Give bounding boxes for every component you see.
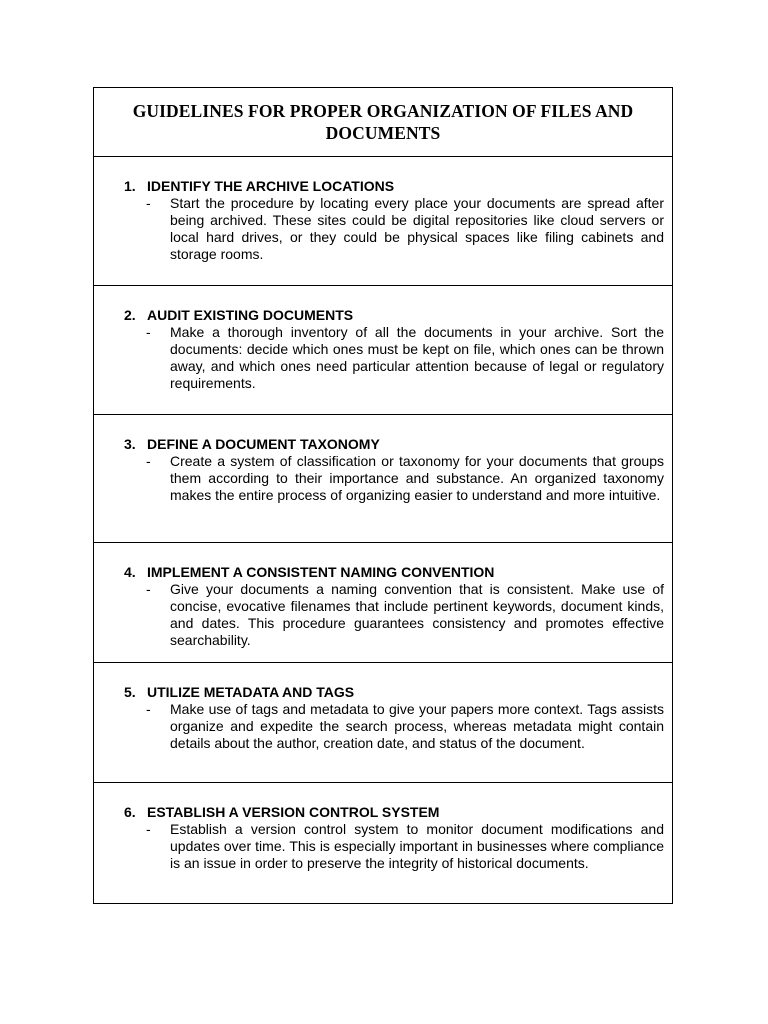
section-heading	[124, 564, 664, 581]
bullet-text: Give your documents a naming convention that is consistent. Make use of concise, evocative filenames that include pertinent keywords, document kinds, and dates. This procedure guarantees consistency and promotes effective searchability.	[170, 581, 664, 648]
title-cell	[94, 88, 672, 157]
section-title: IDENTIFY THE ARCHIVE LOCATIONS	[147, 178, 395, 194]
bullet-dash: -	[146, 821, 151, 837]
bullet-item	[146, 195, 664, 263]
bullet-dash: -	[146, 701, 151, 717]
bullet-item	[146, 581, 664, 649]
bullet-text: Create a system of classification or taxonomy for your documents that groups them according to their importance and substance. An organized taxonomy makes the entire process of organizing easier to understand and more intuitive.	[170, 453, 664, 503]
section-heading	[124, 436, 664, 453]
section-title: AUDIT EXISTING DOCUMENTS	[147, 307, 354, 323]
section-number: 2.	[124, 307, 136, 323]
section-heading	[124, 804, 664, 821]
bullet-item	[146, 324, 664, 392]
section-number: 3.	[124, 436, 136, 452]
section-number: 4.	[124, 564, 136, 580]
section-heading	[124, 178, 664, 195]
bullet-dash: -	[146, 581, 151, 597]
section-number: 6.	[124, 804, 136, 820]
section-establish-version-control	[94, 783, 672, 903]
guidelines-table	[93, 87, 673, 904]
section-identify-archive-locations	[94, 157, 672, 286]
bullet-text: Make use of tags and metadata to give your papers more context. Tags assists organize and expedite the search process, whereas metadata might contain details about the author, creation date, and status of the document.	[170, 701, 664, 751]
section-title: DEFINE A DOCUMENT TAXONOMY	[147, 436, 380, 452]
section-implement-naming-convention	[94, 543, 672, 663]
bullet-item	[146, 701, 664, 752]
section-title: ESTABLISH A VERSION CONTROL SYSTEM	[147, 804, 440, 820]
section-number: 5.	[124, 684, 136, 700]
section-number: 1.	[124, 178, 136, 194]
bullet-dash: -	[146, 195, 151, 211]
bullet-dash: -	[146, 324, 151, 340]
bullet-text: Start the procedure by locating every place your documents are spread after being archived. These sites could be digital repositories like cloud servers or local hard drives, or they could be physical spaces like filing cabinets and storage rooms.	[170, 195, 664, 262]
section-title: UTILIZE METADATA AND TAGS	[147, 684, 355, 700]
bullet-text: Establish a version control system to monitor document modifications and updates over time. This is especially important in businesses where compliance is an issue in order to preserve the integrity of historical documents.	[170, 821, 664, 871]
section-define-document-taxonomy	[94, 415, 672, 543]
bullet-text: Make a thorough inventory of all the documents in your archive. Sort the documents: decide which ones must be kept on file, which ones can be thrown away, and which ones need particular attention because of legal or regulatory requirements.	[170, 324, 664, 391]
bullet-dash: -	[146, 453, 151, 469]
document-title: GUIDELINES FOR PROPER ORGANIZATION OF FILES AND DOCUMENTS	[132, 101, 634, 143]
section-utilize-metadata-and-tags	[94, 663, 672, 783]
section-title: IMPLEMENT A CONSISTENT NAMING CONVENTION	[147, 564, 495, 580]
section-heading	[124, 307, 664, 324]
section-audit-existing-documents	[94, 286, 672, 415]
bullet-item	[146, 821, 664, 872]
bullet-item	[146, 453, 664, 504]
section-heading	[124, 684, 664, 701]
